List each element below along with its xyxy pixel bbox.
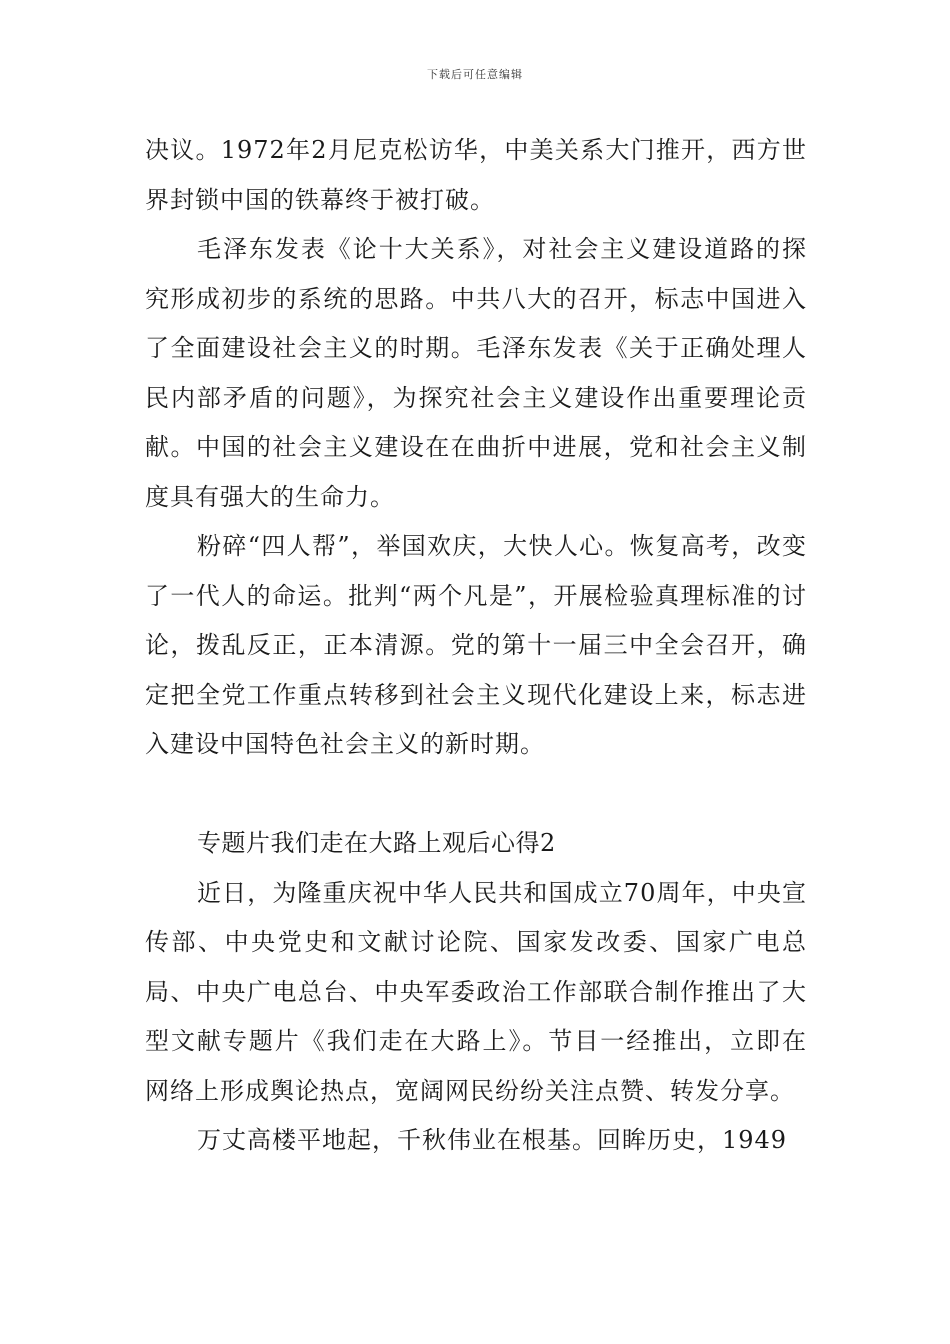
blank-line (145, 770, 807, 820)
paragraph-5: 万丈高楼平地起，千秋伟业在根基。回眸历史，1949 (197, 1126, 788, 1154)
paragraph-3: 粉碎“四人帮”，举国欢庆，大快人心。恢复高考，改变了一代人的命运。批判“两个凡是”，开展检验真理标准的讨论，拨乱反正，正本清源。党的第十一届三中全会召开，确定把全党工作重点转移到社会主义现代化建设上来，标志进入建设中国特色社会主义的新时期。 (145, 532, 807, 758)
document-body (145, 126, 807, 1166)
header-note: 下载后可任意编辑 (427, 68, 523, 81)
paragraph-1: 决议。1972年2月尼克松访华，中美关系大门推开，西方世界封锁中国的铁幕终于被打破。 (145, 136, 807, 214)
paragraph-2: 毛泽东发表《论十大关系》，对社会主义建设道路的探究形成初步的系统的思路。中共八大的召开，标志中国进入了全面建设社会主义的时期。毛泽东发表《关于正确处理人民内部矛盾的问题》，为探究社会主义建设作出重要理论贡献。中国的社会主义建设在在曲折中进展，党和社会主义制度具有强大的生命力。 (145, 235, 807, 511)
paragraph-4: 近日，为隆重庆祝中华人民共和国成立70周年，中央宣传部、中央党史和文献讨论院、国家发改委、国家广电总局、中央广电总台、中央军委政治工作部联合制作推出了大型文献专题片《我们走在大路上》。节目一经推出，立即在网络上形成舆论热点，宽阔网民纷纷关注点赞、转发分享。 (145, 878, 807, 1105)
section-title: 专题片我们走在大路上观后心得2 (197, 829, 556, 857)
